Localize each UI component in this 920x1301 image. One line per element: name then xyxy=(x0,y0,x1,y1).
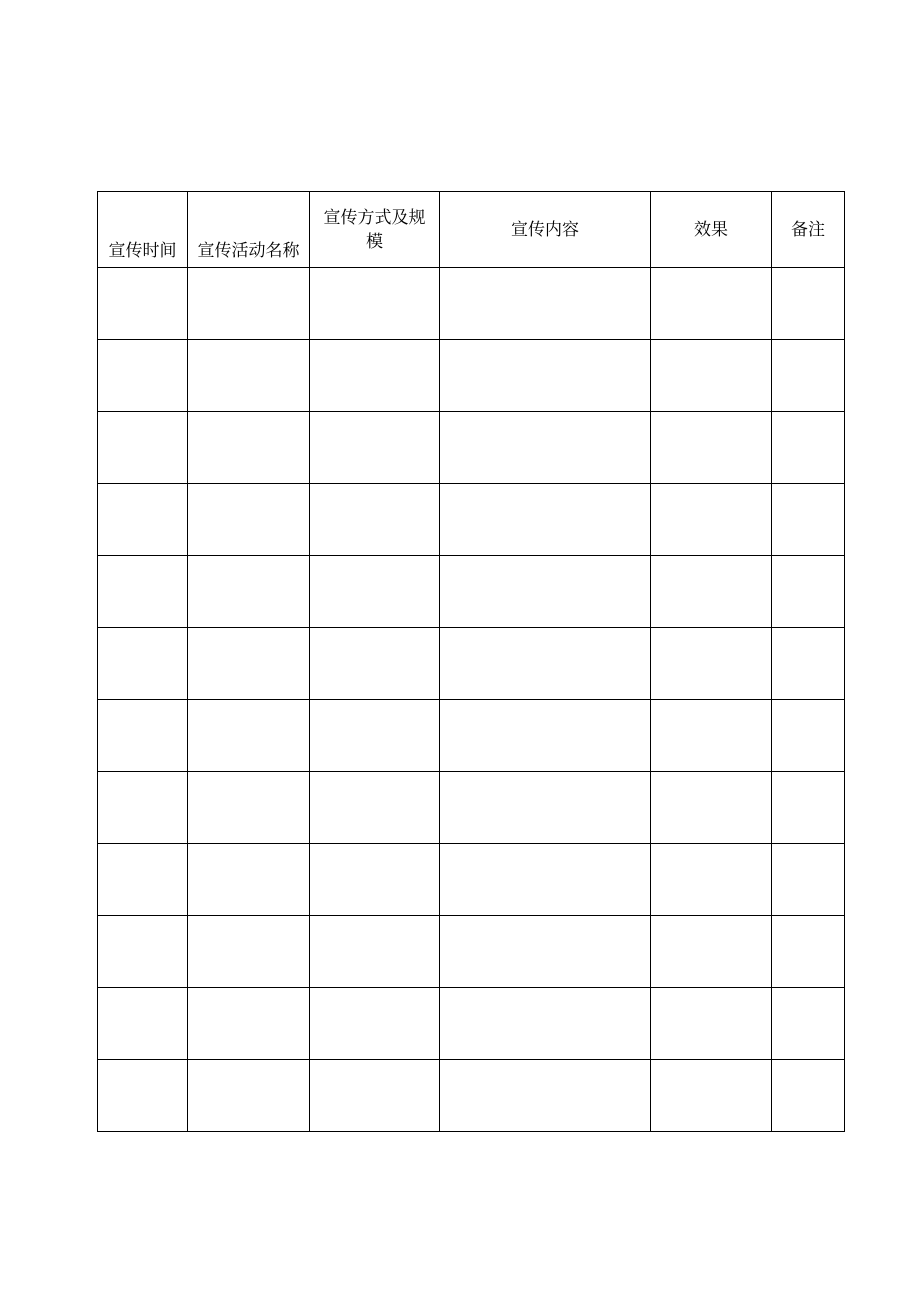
table-cell[interactable] xyxy=(651,412,772,484)
table-row xyxy=(98,1060,845,1132)
table-cell[interactable] xyxy=(440,556,651,628)
table-cell[interactable] xyxy=(98,844,188,916)
table-cell[interactable] xyxy=(772,556,845,628)
table-cell[interactable] xyxy=(440,628,651,700)
table-cell[interactable] xyxy=(772,628,845,700)
table-cell[interactable] xyxy=(98,412,188,484)
table-body xyxy=(98,268,845,1132)
table-cell[interactable] xyxy=(651,844,772,916)
table-cell[interactable] xyxy=(188,700,310,772)
table-row xyxy=(98,556,845,628)
table-cell[interactable] xyxy=(310,628,440,700)
table-cell[interactable] xyxy=(310,1060,440,1132)
table-cell[interactable] xyxy=(440,1060,651,1132)
table-cell[interactable] xyxy=(440,340,651,412)
table-cell[interactable] xyxy=(772,844,845,916)
table-row xyxy=(98,628,845,700)
table-row xyxy=(98,412,845,484)
table-cell[interactable] xyxy=(651,772,772,844)
table-cell[interactable] xyxy=(651,556,772,628)
table-cell[interactable] xyxy=(440,844,651,916)
table-row xyxy=(98,700,845,772)
table-cell[interactable] xyxy=(651,340,772,412)
header-effect: 效果 xyxy=(651,192,772,268)
header-activity-name: 宣传活动名称 xyxy=(188,192,310,268)
table-cell[interactable] xyxy=(772,340,845,412)
table-cell[interactable] xyxy=(98,340,188,412)
table-cell[interactable] xyxy=(772,1060,845,1132)
table-row xyxy=(98,988,845,1060)
table-row xyxy=(98,268,845,340)
table-cell[interactable] xyxy=(772,772,845,844)
table-cell[interactable] xyxy=(98,772,188,844)
table-cell[interactable] xyxy=(98,556,188,628)
table-row xyxy=(98,484,845,556)
table-cell[interactable] xyxy=(772,484,845,556)
table-cell[interactable] xyxy=(188,628,310,700)
table-cell[interactable] xyxy=(98,988,188,1060)
table-cell[interactable] xyxy=(772,700,845,772)
table-row xyxy=(98,916,845,988)
table-cell[interactable] xyxy=(310,340,440,412)
table-cell[interactable] xyxy=(310,484,440,556)
table-cell[interactable] xyxy=(98,1060,188,1132)
table-cell[interactable] xyxy=(651,268,772,340)
table-cell[interactable] xyxy=(188,556,310,628)
table-cell[interactable] xyxy=(440,772,651,844)
table-header xyxy=(98,192,845,268)
table-cell[interactable] xyxy=(310,412,440,484)
table-cell[interactable] xyxy=(188,1060,310,1132)
table-cell[interactable] xyxy=(310,844,440,916)
publicity-record-table xyxy=(97,191,845,1132)
table-cell[interactable] xyxy=(440,412,651,484)
table-cell[interactable] xyxy=(310,772,440,844)
table-cell[interactable] xyxy=(98,484,188,556)
header-row xyxy=(98,192,845,268)
header-publicity-content: 宣传内容 xyxy=(440,192,651,268)
header-method-and-scale: 宣传方式及规模 xyxy=(310,192,440,268)
table-cell[interactable] xyxy=(772,412,845,484)
table-cell[interactable] xyxy=(440,268,651,340)
table-cell[interactable] xyxy=(98,268,188,340)
table-cell[interactable] xyxy=(651,988,772,1060)
table-cell[interactable] xyxy=(440,700,651,772)
table-cell[interactable] xyxy=(98,628,188,700)
table-cell[interactable] xyxy=(440,916,651,988)
table-cell[interactable] xyxy=(188,412,310,484)
table-row xyxy=(98,772,845,844)
table-cell[interactable] xyxy=(98,700,188,772)
table-cell[interactable] xyxy=(772,988,845,1060)
header-publicity-time: 宣传时间 xyxy=(98,192,188,268)
table-cell[interactable] xyxy=(310,556,440,628)
table-cell[interactable] xyxy=(188,916,310,988)
table-row xyxy=(98,844,845,916)
table-cell[interactable] xyxy=(440,484,651,556)
table-cell[interactable] xyxy=(310,916,440,988)
table-cell[interactable] xyxy=(310,988,440,1060)
header-remarks: 备注 xyxy=(772,192,845,268)
table-cell[interactable] xyxy=(772,916,845,988)
table-cell[interactable] xyxy=(651,700,772,772)
table-cell[interactable] xyxy=(651,484,772,556)
table-cell[interactable] xyxy=(188,268,310,340)
table-cell[interactable] xyxy=(440,988,651,1060)
table-cell[interactable] xyxy=(188,340,310,412)
table-cell[interactable] xyxy=(188,988,310,1060)
table-cell[interactable] xyxy=(772,268,845,340)
table-cell[interactable] xyxy=(188,772,310,844)
table-cell[interactable] xyxy=(310,700,440,772)
table-cell[interactable] xyxy=(310,268,440,340)
table-cell[interactable] xyxy=(651,1060,772,1132)
table-cell[interactable] xyxy=(188,844,310,916)
table-cell[interactable] xyxy=(188,484,310,556)
table-cell[interactable] xyxy=(651,916,772,988)
table-cell[interactable] xyxy=(98,916,188,988)
table-row xyxy=(98,340,845,412)
table-cell[interactable] xyxy=(651,628,772,700)
